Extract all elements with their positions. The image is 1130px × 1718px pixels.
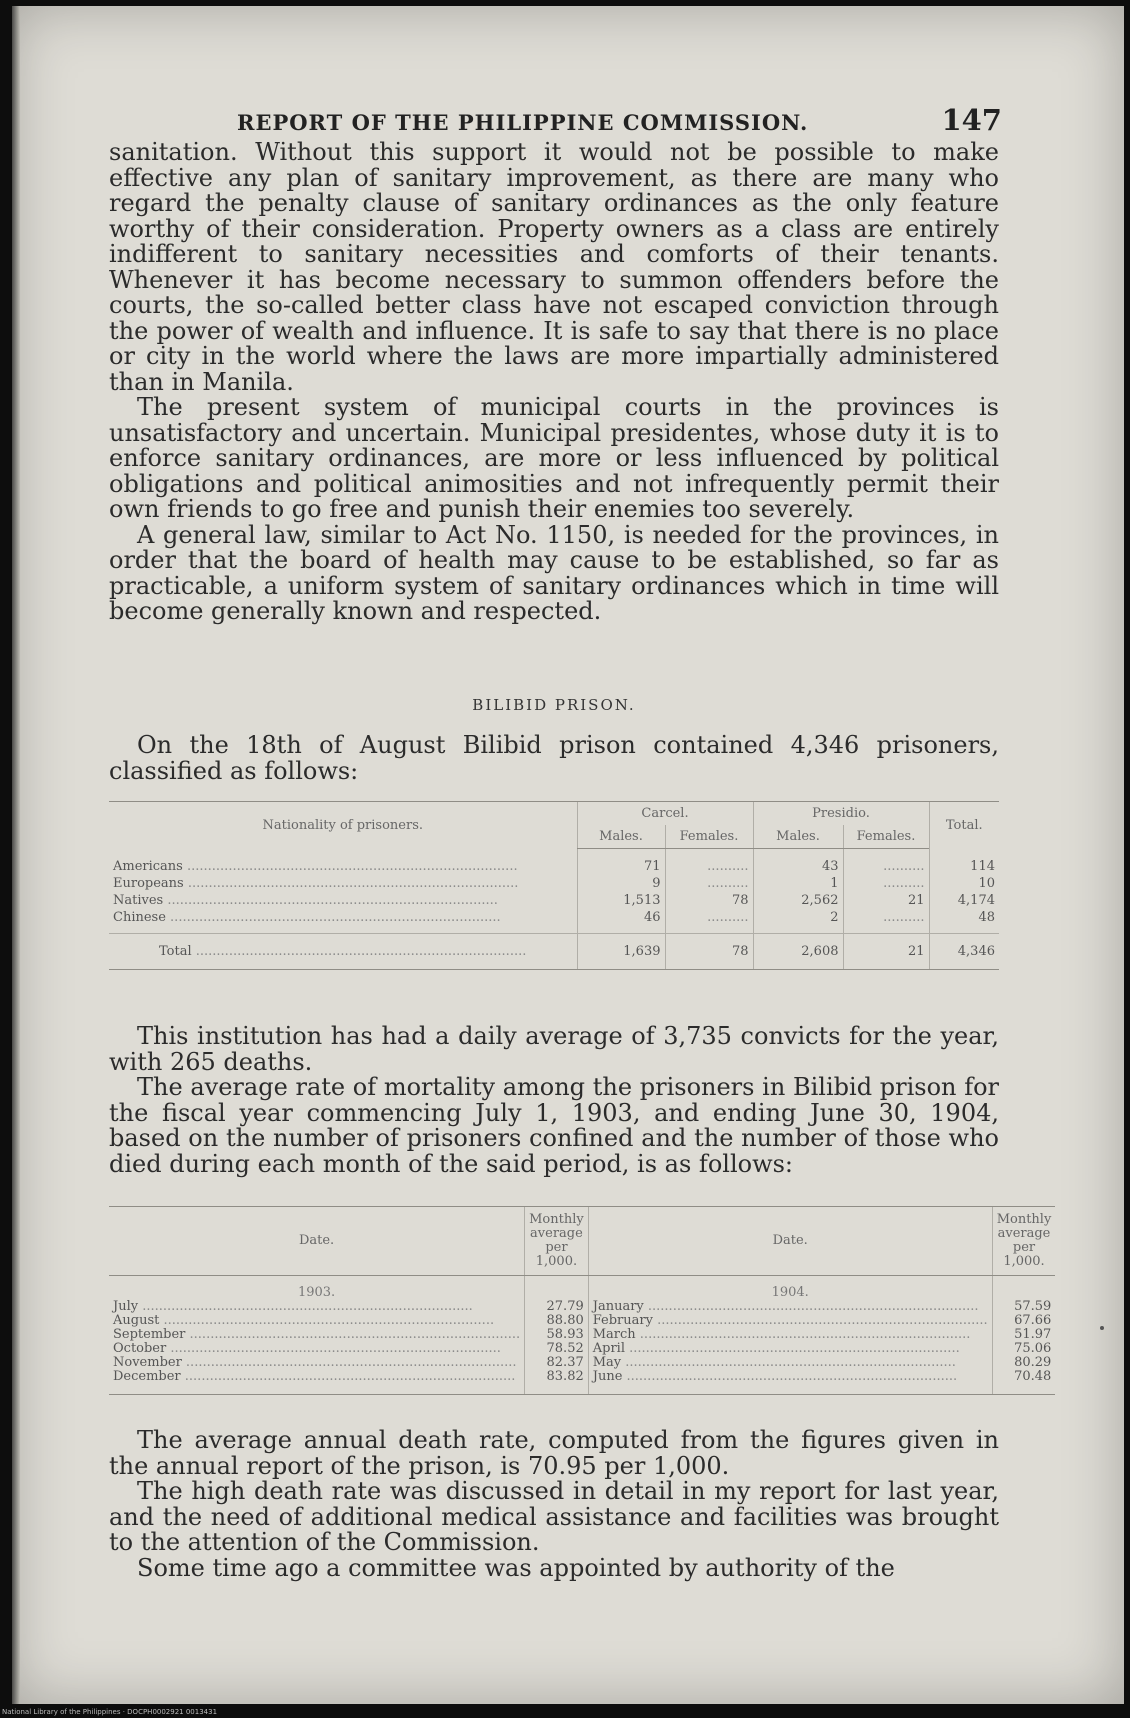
cell: 27.79	[525, 1300, 589, 1314]
running-title: REPORT OF THE PHILIPPINE COMMISSION.	[237, 110, 809, 135]
row-label: Europeans .....	[113, 876, 518, 891]
paragraph: The high death rate was discussed in detail in my report for last year, and the need of additional medical assistance and facilities was brought to the attention of the Commission.	[109, 1477, 999, 1556]
document-page	[12, 6, 1124, 1704]
cell: 67.66	[992, 1314, 1055, 1328]
col-date-header: Date.	[588, 1207, 992, 1276]
month-label: November .....	[113, 1356, 517, 1370]
cell: 51.97	[992, 1328, 1055, 1342]
archive-stamp: National Library of the Philippines · DOCPH0002921 0013431	[2, 1708, 218, 1716]
page-number: 147	[941, 103, 1002, 137]
paragraph: A general law, similar to Act No. 1150, is needed for the provinces, in order that the board of health may cause to be established, so far as practicable, a uniform system of sanitary ordinances which in time will become generally known and respected.	[109, 520, 999, 625]
table-row	[109, 849, 999, 876]
cell: 9	[577, 875, 665, 892]
cell: ..........	[843, 849, 929, 876]
cell: 1	[753, 875, 843, 892]
month-label: April .....	[593, 1342, 960, 1356]
row-label: Chinese .....	[113, 910, 501, 925]
paragraph: The average annual death rate, computed from the figures given in the annual report of the prison, is 70.95 per 1,000.	[109, 1426, 999, 1480]
total-label: Total .....	[159, 944, 526, 959]
year-label: 1904.	[588, 1276, 992, 1301]
prisoner-nationality-table	[109, 801, 999, 970]
cell: 4,346	[929, 934, 999, 970]
paragraph: On the 18th of August Bilibid prison contained 4,346 prisoners, classified as follows:	[109, 731, 999, 785]
col-carcel-males: Males.	[577, 825, 665, 849]
month-label: August .....	[113, 1314, 494, 1328]
cell: 43	[753, 849, 843, 876]
year-label: 1903.	[297, 1285, 336, 1300]
table-row	[109, 892, 999, 909]
table-row	[109, 1300, 1055, 1314]
month-label: January .....	[593, 1300, 979, 1314]
month-label: October .....	[113, 1342, 501, 1356]
paragraph: The present system of municipal courts in the provinces is unsatisfactory and uncertain. Municipal presidentes, whose duty it is to enforce sanitary ordinances, are more or less influenced by political obligations and political animosities and not infrequently permit their own friends to go free and punish their enemies too severely.	[109, 393, 999, 523]
scan-speck	[1100, 1326, 1104, 1330]
month-label: May .....	[593, 1356, 956, 1370]
cell: 1,639	[577, 934, 665, 970]
month-label: June .....	[593, 1370, 957, 1384]
col-presidio-males: Males.	[753, 825, 843, 849]
row-label: Natives .....	[113, 893, 498, 908]
total-row	[109, 934, 999, 970]
cell: 48	[929, 909, 999, 934]
month-label: February .....	[593, 1314, 988, 1328]
cell: 71	[577, 849, 665, 876]
table-row	[109, 1314, 1055, 1328]
paragraph: sanitation. Without this support it would not be possible to make effective any plan of sanitary improvement, as there are many who regard the penalty clause of sanitary ordinances as the only feature worthy of their consideration. Property owners as a class are entirely indifferent to sanitary necessities and comforts of their tenants. Whenever it has become necessary to summon offenders before the courts, the so-called better class have not escaped conviction through the power of wealth and influence. It is safe to say that there is no place or city in the world where the laws are more impartially administered than in Manila.	[109, 138, 999, 396]
body-text-middle	[109, 1024, 999, 1177]
paragraph: Some time ago a committee was appointed by authority of the	[137, 1553, 895, 1582]
table-row	[109, 875, 999, 892]
cell: 82.37	[525, 1356, 589, 1370]
table-row	[109, 909, 999, 934]
col-group-presidio: Presidio.	[753, 802, 929, 826]
cell: 4,174	[929, 892, 999, 909]
mortality-rate-table	[109, 1206, 1055, 1395]
cell: 58.93	[525, 1328, 589, 1342]
col-total-header: Total.	[929, 802, 999, 849]
cell: 21	[843, 892, 929, 909]
cell: ..........	[665, 849, 753, 876]
cell: 70.48	[992, 1370, 1055, 1395]
body-text-bottom	[109, 1428, 999, 1581]
col-group-carcel: Carcel.	[577, 802, 753, 826]
month-label: July .....	[113, 1300, 473, 1314]
table-row	[109, 1370, 1055, 1395]
paragraph: This institution has had a daily average of 3,735 convicts for the year, with 265 deaths.	[109, 1022, 999, 1076]
section-heading: BILIBID PRISON.	[472, 696, 636, 714]
cell: 2,608	[753, 934, 843, 970]
cell: 83.82	[525, 1370, 589, 1395]
month-label: March .....	[593, 1328, 971, 1342]
page-edge-shadow	[12, 6, 20, 1704]
cell: 88.80	[525, 1314, 589, 1328]
cell: 1,513	[577, 892, 665, 909]
col-avg-header: Monthly average per 1,000.	[992, 1207, 1055, 1276]
cell: 2,562	[753, 892, 843, 909]
page-header	[237, 103, 1002, 137]
cell: ..........	[843, 909, 929, 934]
cell: ..........	[665, 909, 753, 934]
col-carcel-females: Females.	[665, 825, 753, 849]
col-presidio-females: Females.	[843, 825, 929, 849]
body-text-top	[109, 140, 999, 625]
table-row	[109, 1328, 1055, 1342]
cell: 2	[753, 909, 843, 934]
month-label: September .....	[113, 1328, 520, 1342]
cell: 78	[665, 934, 753, 970]
paragraph: The average rate of mortality among the prisoners in Bilibid prison for the fiscal year commencing July 1, 1903, and ending June 30, 1904, based on the number of prisoners confined and the number of those who died during each month of the said period, is as follows:	[109, 1073, 999, 1178]
cell: 10	[929, 875, 999, 892]
cell: 80.29	[992, 1356, 1055, 1370]
col-nationality-header: Nationality of prisoners.	[109, 802, 577, 849]
intro-text	[109, 733, 999, 784]
cell: ..........	[665, 875, 753, 892]
cell: 57.59	[992, 1300, 1055, 1314]
col-avg-header: Monthly average per 1,000.	[525, 1207, 589, 1276]
cell: 75.06	[992, 1342, 1055, 1356]
cell: 78.52	[525, 1342, 589, 1356]
col-date-header: Date.	[109, 1207, 525, 1276]
table-row	[109, 1356, 1055, 1370]
cell: 46	[577, 909, 665, 934]
cell: 114	[929, 849, 999, 876]
cell: 21	[843, 934, 929, 970]
row-label: Americans .....	[113, 859, 518, 874]
month-label: December .....	[113, 1370, 515, 1384]
table-row	[109, 1342, 1055, 1356]
cell: 78	[665, 892, 753, 909]
cell: ..........	[843, 875, 929, 892]
